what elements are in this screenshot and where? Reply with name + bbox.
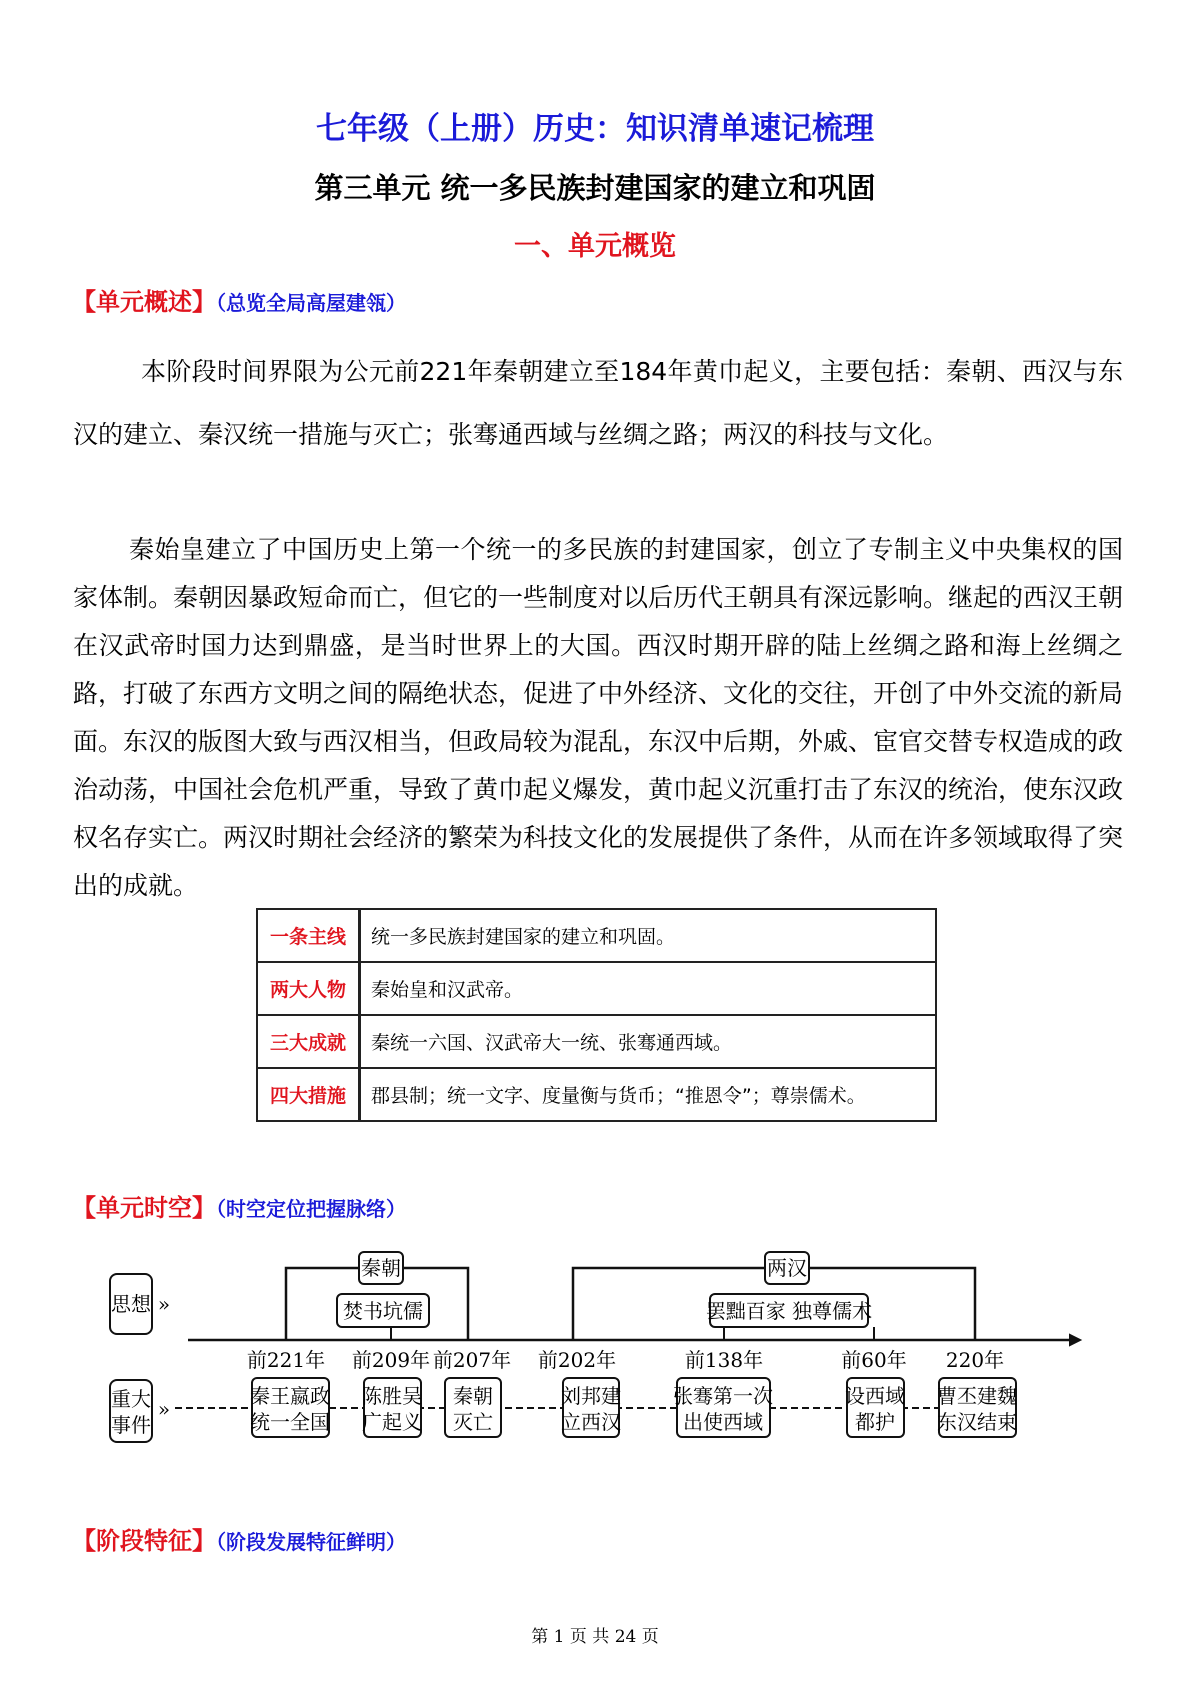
overview-paragraph-1: 本阶段时间界限为公元前221年秦朝建立至184年黄巾起义，主要包括：秦朝、西汉与东汉的建立、秦汉统一措施与灭亡；张骞通西域与丝绸之路；两汉的科技与文化。 [73,357,1123,449]
period-han: 两汉 [767,1256,807,1280]
event-line: 立西汉 [561,1410,621,1434]
section-heading: 一、单元概览 [514,231,676,262]
stage-label: 【阶段特征】 [72,1527,216,1555]
row-key: 两大人物 [257,962,360,1015]
row-key: 一条主线 [257,909,360,962]
timeline-label: 【单元时空】 [72,1194,216,1222]
row-key: 三大成就 [257,1015,360,1068]
row-label-events-1: 重大 [111,1387,151,1411]
row-key: 四大措施 [257,1068,360,1121]
row-value: 郡县制；统一文字、度量衡与货币；“推恩令”；尊崇儒术。 [360,1068,937,1121]
year-label: 前207年 [432,1348,512,1372]
year-label: 前221年 [246,1348,326,1372]
event-line: 统一全国 [250,1410,330,1434]
event-line: 广起义 [362,1410,422,1434]
event-line: 都护 [855,1410,895,1434]
event-line: 曹丕建魏 [937,1384,1017,1408]
year-label: 前202年 [537,1348,617,1372]
event-line: 出使西域 [683,1410,763,1434]
year-label: 220年 [945,1348,1005,1372]
event-line: 陈胜吴 [362,1384,422,1408]
event-line: 设西域 [845,1384,905,1408]
chevron-right-icon: » [157,1397,171,1421]
year-label: 前209年 [351,1348,431,1372]
event-line: 刘邦建 [561,1384,621,1408]
document-title: 七年级（上册）历史：知识清单速记梳理 [316,111,874,147]
row-label-events-2: 事件 [111,1413,151,1437]
row-label-thought: 思想 [111,1292,151,1316]
thought-qin: 焚书坑儒 [343,1299,423,1323]
stage-hint: （阶段发展特征鲜明） [216,1530,406,1554]
stage-heading [72,1521,406,1556]
event-line: 张骞第一次 [673,1384,773,1408]
row-value: 秦统一六国、汉武帝大一统、张骞通西域。 [360,1015,937,1068]
period-qin: 秦朝 [361,1256,401,1280]
year-label: 前138年 [684,1348,764,1372]
row-value: 统一多民族封建国家的建立和巩固。 [360,909,937,962]
overview-paragraph-2: 秦始皇建立了中国历史上第一个统一的多民族的封建国家，创立了专制主义中央集权的国家体制。秦朝因暴政短命而亡，但它的一些制度对以后历代王朝具有深远影响。继起的西汉王朝在汉武帝时国力达到鼎盛，是当时世界上的大国。西汉时期开辟的陆上丝绸之路和海上丝绸之路，打破了东西方文明之间的隔绝状态，促进了中外经济、文化的交往，开创了中外交流的新局面。东汉的版图大致与西汉相当，但政局较为混乱，东汉中后期，外戚、宦官交替专权造成的政治动荡，中国社会危机严重，导致了黄巾起义爆发，黄巾起义沉重打击了东汉的统治，使东汉政权名存实亡。两汉时期社会经济的繁荣为科技文化的发展提供了条件，从而在许多领域取得了突出的成就。 [73,535,1124,900]
overview-hint: （总览全局高屋建瓴） [216,291,406,315]
event-line: 秦王嬴政 [250,1384,330,1408]
year-label: 前60年 [841,1348,907,1372]
chevron-right-icon: » [157,1292,171,1316]
thought-han: 罢黜百家 独尊儒术 [705,1299,873,1323]
event-line: 东汉结束 [937,1410,1017,1434]
unit-title: 第三单元 统一多民族封建国家的建立和巩固 [314,171,876,205]
page-footer: 第 1 页 共 24 页 [531,1627,659,1647]
row-value: 秦始皇和汉武帝。 [360,962,937,1015]
overview-label: 【单元概述】 [72,288,216,316]
event-line: 秦朝 [453,1384,493,1408]
event-line: 灭亡 [453,1410,493,1434]
timeline-hint: （时空定位把握脉络） [216,1197,406,1221]
